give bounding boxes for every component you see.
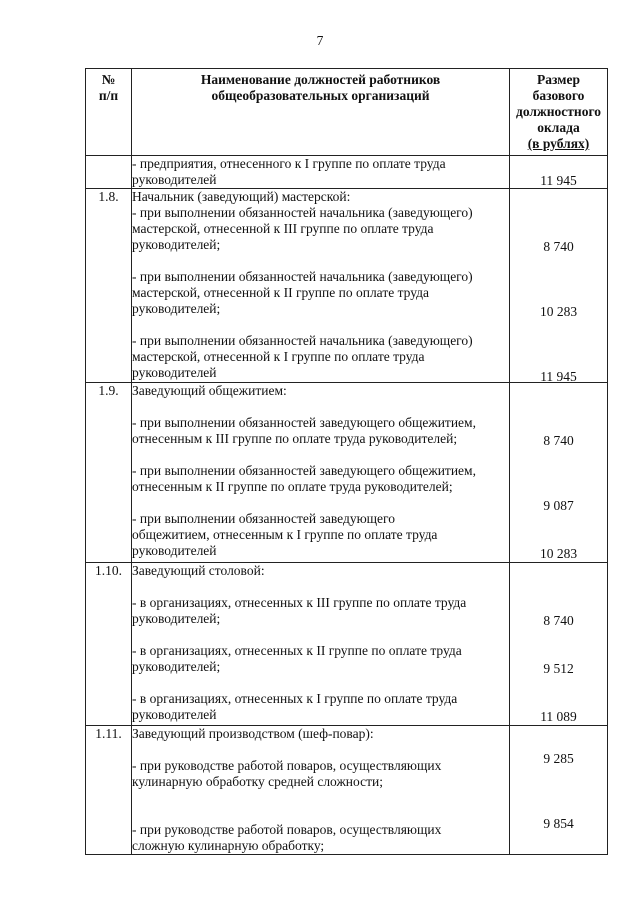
header-number: № п/п (86, 69, 132, 156)
row-number: 1.11. (86, 726, 132, 855)
salary-amount: 8 740 (543, 433, 574, 448)
salary-amount: 9 285 (543, 751, 574, 766)
row-number: 1.10. (86, 563, 132, 726)
salary-amount: 10 283 (539, 304, 578, 319)
header-salary: Размер базового должностного оклада (в рублях) (510, 69, 608, 156)
row-number: 1.8. (86, 189, 132, 383)
row-text: Заведующий столовой: - в организациях, отнесенных к III группе по оплате труда руководителей; - в организациях, отнесенных к II группе по оплате труда руководителей; - в организациях, отнесенных к I группе по оплате труда руководителей (132, 563, 510, 726)
salary-amount: 11 089 (540, 709, 577, 724)
row-number: 1.9. (86, 383, 132, 563)
salary-amount: 10 283 (539, 546, 578, 561)
table-row (86, 726, 608, 855)
row-heading: Заведующий общежитием: (132, 383, 287, 398)
row-heading: Заведующий производством (шеф-повар): (132, 726, 374, 741)
row-heading: Заведующий столовой: (132, 563, 265, 578)
table-row (86, 383, 608, 563)
header-position-name: Наименование должностей работников общеобразовательных организаций (132, 69, 510, 156)
row-heading: Начальник (заведующий) мастерской: (132, 189, 351, 204)
salary-amount: 11 945 (540, 173, 577, 188)
salary-amount: 9 087 (543, 498, 574, 513)
table-header-row (86, 69, 608, 156)
salary-table (85, 68, 608, 855)
row-text: Заведующий общежитием: - при выполнении обязанностей заведующего общежитием, отнесенным к III группе по оплате труда руководителей; - при выполнении обязанностей заведующего общежитием, отнесенным к II группе по оплате труда руководителей; - при выполнении обязанностей заведующего общежитием, отнесенным к I группе по оплате труда руководителей (132, 383, 510, 563)
salary-amount: 9 512 (543, 661, 574, 676)
salary-amount: 11 945 (540, 369, 577, 384)
row-text: - предприятия, отнесенного к I группе по оплате труда руководителей (132, 156, 510, 189)
table-row (86, 156, 608, 189)
salary-amount: 8 740 (543, 239, 574, 254)
salary-amount: 8 740 (543, 613, 574, 628)
row-text: Начальник (заведующий) мастерской: - при выполнении обязанностей начальника (заведующего) мастерской, отнесенной к III группе по оплате труда руководителей; - при выполнении обязанностей начальника (заведующего) мастерской, отнесенной к II группе по оплате труда руководителей; - при выполнении обязанностей начальника (заведующего) мастерской, отнесенной к I группе по оплате труда руководителей (132, 189, 510, 383)
salary-amount: 9 854 (543, 816, 574, 831)
page-number: 7 (316, 33, 324, 48)
row-text: Заведующий производством (шеф-повар): - при руководстве работой поваров, осуществляющих кулинарную обработку средней сложности; - при руководстве работой поваров, осуществляющих сложную кулинарную обработку; (132, 726, 510, 855)
table-row (86, 189, 608, 383)
table-row (86, 563, 608, 726)
